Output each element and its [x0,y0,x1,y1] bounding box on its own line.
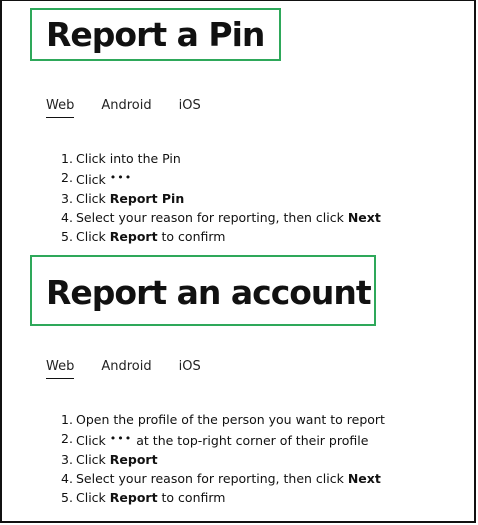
section-title-report-account: Report an account [46,273,371,312]
list-item: 5. Click Report to confirm [61,229,226,244]
platform-tabs-pin [46,98,228,118]
tab-ios[interactable]: iOS [178,98,201,113]
report-account-steps [61,410,385,507]
platform-tabs-account [46,359,228,379]
tab-web[interactable]: Web [46,359,74,379]
report-account-heading-box [30,255,376,326]
tab-android[interactable]: Android [101,98,152,113]
list-item: 1. Click into the Pin [61,151,181,166]
list-item: 5. Click Report to confirm [61,490,226,505]
list-item: 3. Click Report Pin [61,191,185,206]
list-item: 3. Click Report [61,452,158,467]
report-pin-heading-box [30,8,281,61]
list-item: 4. Select your reason for reporting, then click Next [61,471,381,486]
list-item: 2. Click ••• at the top-right corner of their profile [61,431,369,448]
tab-android[interactable]: Android [101,359,152,374]
more-options-icon: ••• [109,171,133,184]
list-item: 1. Open the profile of the person you want to report [61,412,385,427]
section-title-report-pin: Report a Pin [46,15,265,54]
list-item: 4. Select your reason for reporting, then click Next [61,210,381,225]
tab-ios[interactable]: iOS [178,359,201,374]
more-options-icon: ••• [109,432,133,445]
list-item: 2. Click ••• [61,170,133,187]
report-pin-steps [61,149,381,246]
tab-web[interactable]: Web [46,98,74,118]
